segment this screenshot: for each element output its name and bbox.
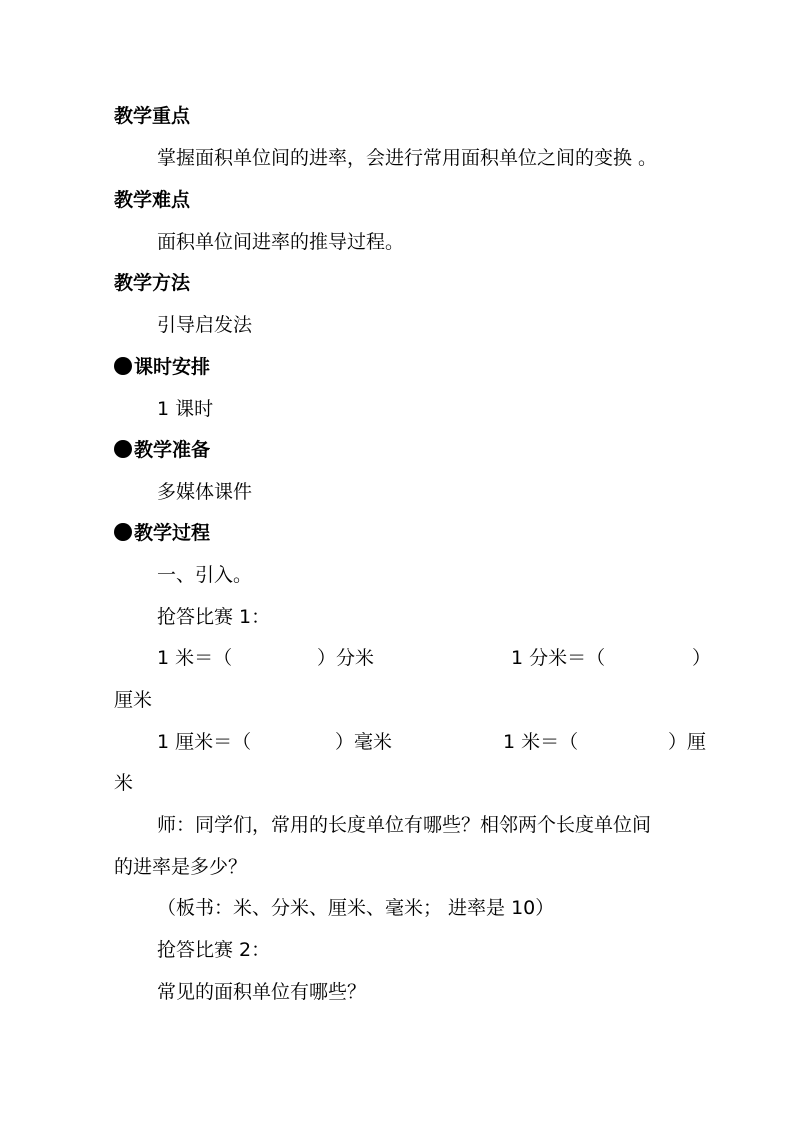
process-intro: 一、引入。 xyxy=(157,564,253,586)
question-2-close: ） xyxy=(692,647,712,669)
question-3: 1 厘米＝（ xyxy=(157,731,252,753)
bullet-icon xyxy=(114,440,132,458)
contest2-title: 抢答比赛 2： xyxy=(157,939,271,961)
schedule-text: 1 课时 xyxy=(157,398,214,420)
key-points-text: 掌握面积单位间的进率，会进行常用面积单位之间的变换 。 xyxy=(157,147,658,169)
teacher-question-line2: 的进率是多少？ xyxy=(114,856,248,878)
methods-text: 引导启发法 xyxy=(157,314,253,336)
question-4-wrap: 米 xyxy=(114,772,134,794)
contest1-title: 抢答比赛 1： xyxy=(157,606,271,628)
question-4-close: ）厘 xyxy=(668,731,707,753)
question-1: 1 米＝（ xyxy=(157,647,233,669)
contest2-question: 常见的面积单位有哪些？ xyxy=(157,981,367,1003)
question-4: 1 米＝（ xyxy=(503,731,579,753)
difficulties-text: 面积单位间进率的推导过程。 xyxy=(157,231,405,253)
key-points-heading: 教学重点 xyxy=(114,105,191,127)
schedule-heading-row xyxy=(114,355,210,379)
teacher-question-line1: 师：同学们，常用的长度单位有哪些？相邻两个长度单位间 xyxy=(157,814,652,836)
question-2-unit: 厘米 xyxy=(114,689,153,711)
difficulties-heading: 教学难点 xyxy=(114,189,191,211)
process-heading: 教学过程 xyxy=(134,522,211,544)
process-heading-row xyxy=(114,521,210,545)
preparation-heading: 教学准备 xyxy=(134,439,211,461)
board-note: （板书：米、分米、厘米、毫米； 进率是 10） xyxy=(157,897,555,919)
preparation-text: 多媒体课件 xyxy=(157,481,253,503)
methods-heading: 教学方法 xyxy=(114,272,191,294)
question-2: 1 分米＝（ xyxy=(511,647,606,669)
bullet-icon xyxy=(114,357,132,375)
question-3-unit: ）毫米 xyxy=(335,731,393,753)
bullet-icon xyxy=(114,523,132,541)
preparation-heading-row xyxy=(114,438,210,462)
question-1-unit: ）分米 xyxy=(317,647,375,669)
schedule-heading: 课时安排 xyxy=(134,356,211,378)
